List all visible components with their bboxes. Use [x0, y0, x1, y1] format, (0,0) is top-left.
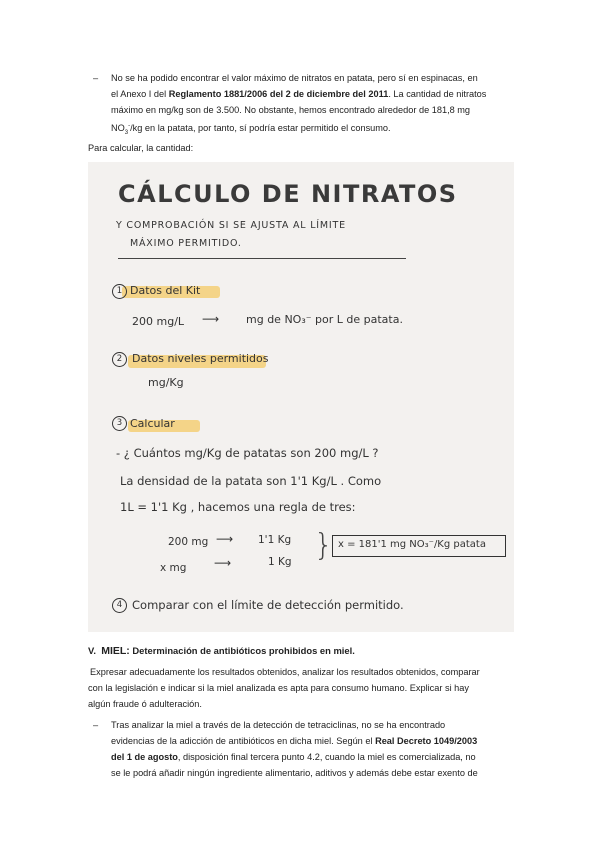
instructions-line-3: algún fraude ó adulteración.: [88, 699, 202, 709]
calc-intro: Para calcular, la cantidad:: [88, 143, 194, 153]
permitted-unit: mg/Kg: [148, 376, 184, 389]
nitrate-line-2: el Anexo I del Reglamento 1881/2006 del 2 de diciembre del 2011. La cantidad de nitratos: [111, 89, 487, 99]
photo-title: CÁLCULO DE NITRATOS: [118, 180, 458, 208]
arrow-icon: ⟶: [202, 312, 220, 326]
title-underline: [118, 258, 406, 259]
instructions-line-2: con la legislación e indicar si la miel analizada es apta para consumo humano. Explicar si hay: [88, 683, 469, 693]
kit-unit-meaning: mg de NO₃⁻ por L de patata.: [246, 313, 403, 326]
arrow-icon: ⟶: [216, 532, 234, 546]
step-2-heading: Datos niveles permitidos: [132, 352, 269, 365]
step-3-heading: Calcular: [130, 417, 175, 430]
nitrate-line-4: $NO_3^-/kg$ en la patata, por tanto, sí podría estar permitido el consumo.: [111, 123, 391, 136]
rule-row-1-right: 1'1 Kg: [258, 534, 292, 546]
arrow-icon: ⟶: [214, 556, 232, 570]
kit-value: 200 mg/L: [132, 315, 185, 328]
bullet-dash: –: [93, 720, 99, 730]
photo-subtitle-2: MÁXIMO PERMITIDO.: [130, 238, 242, 249]
step-4-text: Comparar con el límite de detección permitido.: [132, 598, 404, 612]
step-3-number: 3: [112, 416, 127, 431]
nitrate-line-3: máximo en mg/kg son de 3.500. No obstante, hemos encontrado alrededor de 181,8 mg: [111, 105, 471, 115]
density-line-1: La densidad de la patata son 1'1 Kg/L . Como: [120, 474, 382, 488]
brace-icon: }: [314, 528, 334, 563]
density-line-2: 1L = 1'1 Kg , hacemos una regla de tres:: [120, 500, 356, 514]
photo-subtitle-1: Y COMPROBACIÓN SI SE AJUSTA AL LÍMITE: [116, 220, 346, 231]
bullet-dash: –: [93, 73, 99, 83]
step-1-heading: Datos del Kit: [130, 284, 201, 297]
decree-reference: Real Decreto 1049/2003: [375, 736, 478, 746]
regulation-reference: Reglamento 1881/2006 del 2 de diciembre del 2011: [168, 89, 389, 99]
step-4-number: 4: [112, 598, 127, 613]
section-heading: V. MIEL: Determinación de antibióticos prohibidos en miel.: [88, 645, 355, 657]
calc-question: - ¿ Cuántos mg/Kg de patatas son 200 mg/L ?: [116, 446, 379, 460]
rule-row-2-left: x mg: [160, 562, 187, 574]
rule-row-1-left: 200 mg: [168, 536, 209, 548]
honey-line-2: evidencias de la adicción de antibióticos en dicha miel. Según el Real Decreto 1049/2003: [111, 736, 478, 746]
nitrate-line-1: No se ha podido encontrar el valor máximo de nitratos en patata, pero sí en espinacas, en: [111, 73, 478, 83]
rule-row-2-right: 1 Kg: [268, 556, 292, 568]
step-1-number: 1: [112, 284, 127, 299]
step-2-number: 2: [112, 352, 127, 367]
honey-line-3: del 1 de agosto, disposición final tercera punto 4.2, cuando la miel es comercializada, no: [111, 752, 476, 762]
honey-line-4: se le podrá añadir ningún ingrediente alimentario, aditivos y además debe estar exento de: [111, 768, 478, 778]
instructions-line-1: Expresar adecuadamente los resultados obtenidos, analizar los resultados obtenidos, comparar: [90, 667, 480, 677]
result-value: x = 181'1 mg NO₃⁻/Kg patata: [338, 539, 486, 550]
handwritten-calculation-photo: [88, 162, 514, 632]
honey-line-1: Tras analizar la miel a través de la detección de tetraciclinas, no se ha encontrado: [111, 720, 446, 730]
